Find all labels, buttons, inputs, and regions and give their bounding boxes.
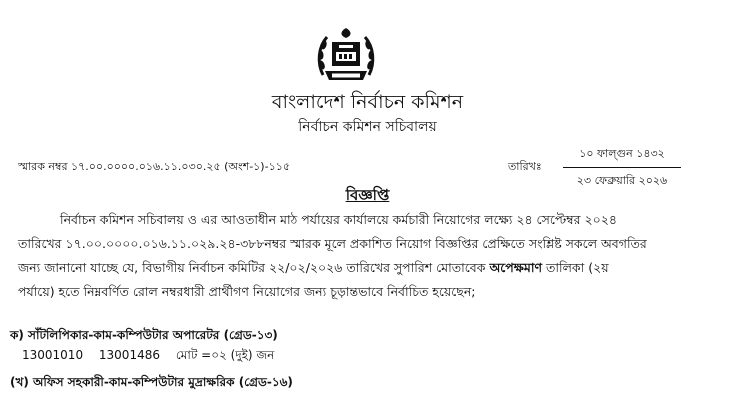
memo-reference: স্মারক নম্বর ১৭.০০.০০০০.০১৬.১১.০৩০.২৫ (অংশ-১)-১১৫ bbox=[18, 160, 290, 173]
org-title: বাংলাদেশ নির্বাচন কমিশন bbox=[271, 91, 464, 113]
roll-number: 13001486 bbox=[98, 348, 160, 362]
election-commission-emblem-icon bbox=[315, 25, 377, 87]
date-label: তারিখঃ bbox=[508, 160, 542, 173]
section-heading-office-assistant: (খ) অফিস সহকারী-কাম-কম্পিউটার মুদ্রাক্ষরিক (গ্রেড-১৬) bbox=[10, 375, 293, 389]
section-heading-stenographer: ক) সাঁটলিপিকার-কাম-কম্পিউটার অপারেটর (গ্রেড-১৩) bbox=[10, 328, 278, 342]
notice-line-3-start: জন্য জানানো যাচ্ছে যে, বিভাগীয় নির্বাচন কমিটির ২২/০২/২০২৬ তারিখের সুপারিশ মোতাবেক bbox=[18, 260, 490, 275]
roll-list bbox=[22, 347, 286, 367]
date-gregorian: ২৩ ফেব্রুয়ারি ২০২৬ bbox=[576, 174, 668, 187]
notice-title: বিজ্ঞপ্তি bbox=[345, 186, 390, 204]
notice-line-1: নির্বাচন কমিশন সচিবালয় ও এর আওতাধীন মাঠ পর্যায়ের কার্যালয়ে কর্মচারী নিয়োগের লক্ষ্যে ২৪ সেপ্টেম্বর ২০২৪ bbox=[60, 212, 617, 227]
date-bangla: ১০ ফাল্গুন ১৪৩২ bbox=[563, 145, 681, 168]
cropped-roll-row bbox=[18, 394, 718, 400]
notice-body bbox=[18, 208, 718, 304]
waiting-list-term: অপেক্ষমাণ bbox=[489, 260, 543, 275]
org-subtitle: নির্বাচন কমিশন সচিবালয় bbox=[298, 119, 437, 135]
notice-title-wrap bbox=[0, 184, 735, 209]
roll-number: 13001010 bbox=[22, 348, 84, 362]
roll-total: মোট =০২ (দুই) জন bbox=[175, 348, 275, 362]
notice-line-2: তারিখের ১৭.০০.০০০০.০১৬.১১.০২৯.২৪-৩৮৮নম্বর স্মারক মূলে প্রকাশিত নিয়োগ বিজ্ঞপ্তির প্রেক্ষিতে সংশ্লিষ্ট সকলে অবগতির bbox=[18, 236, 647, 251]
notice-line-3-end: তালিকা (২য় bbox=[542, 260, 609, 275]
notice-line-4: পর্যায়ে) হতে নিম্নবর্ণিত রোল নম্বরধারী প্রার্থীগণ নিয়োগের জন্য চূড়ান্তভাবে নির্বাচিত হয়েছেন; bbox=[18, 284, 476, 299]
notice-line-3 bbox=[18, 256, 718, 280]
